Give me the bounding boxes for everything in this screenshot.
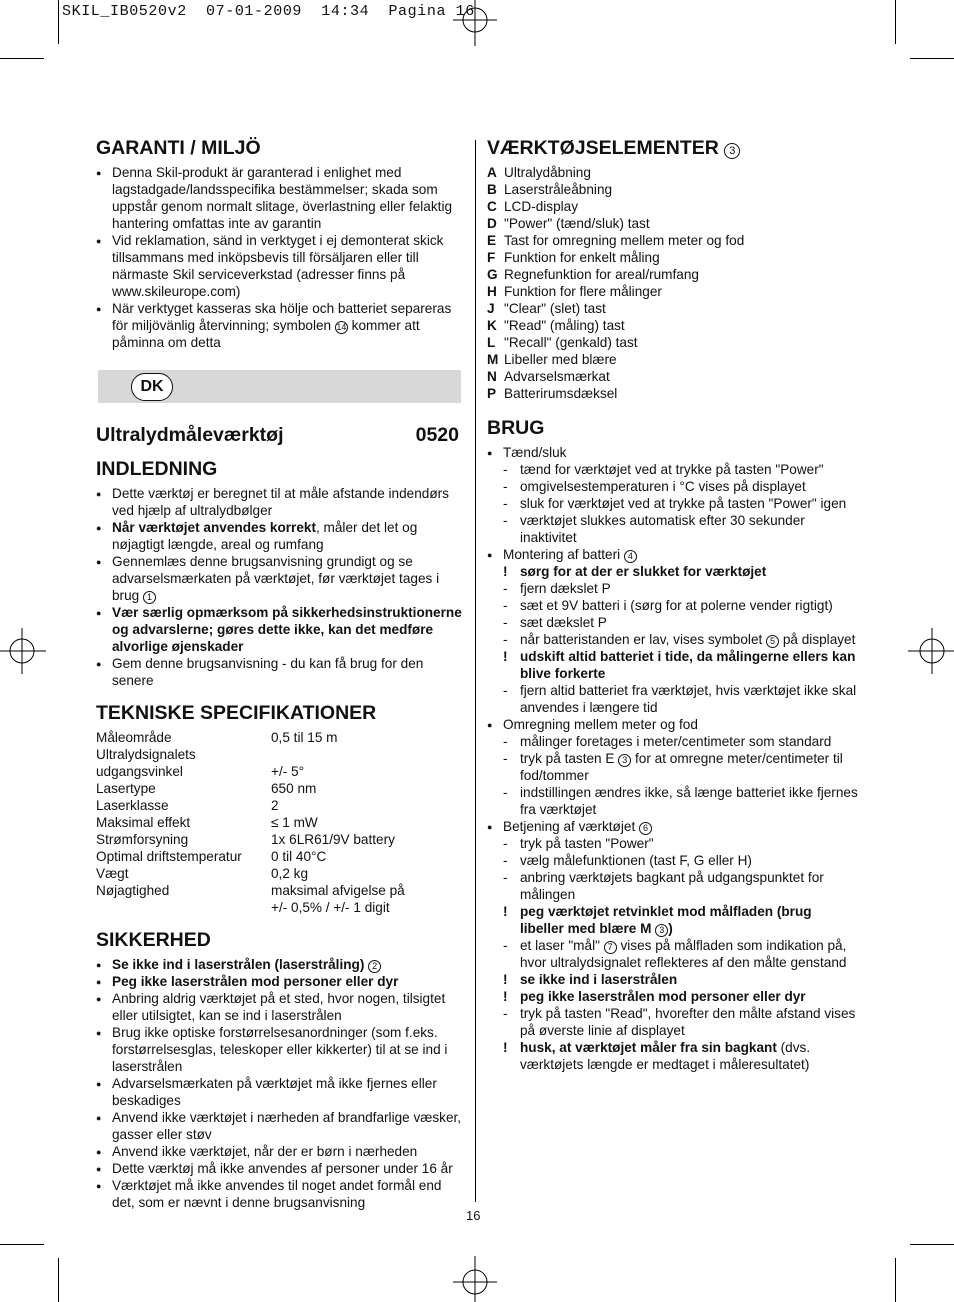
list-item: ● Omregning mellem meter og fod — [487, 716, 859, 733]
list-item: ● Gem denne brugsanvisning - du kan få brug for den senere — [96, 655, 466, 689]
ref-number: 3 — [655, 924, 668, 937]
spec-label: Maksimal effekt — [96, 815, 191, 830]
list-item: - omgivelsestemperaturen i °C vises på displayet — [503, 479, 806, 494]
list-item: - når batteristanden er lav, vises symbolet 5 på displayet — [503, 632, 856, 647]
spec-label: Nøjagtighed — [96, 883, 170, 898]
list-item: ● Anbring aldrig værktøjet på et sted, hvor nogen, tilsigtet eller utilsigtet, kan se ind i laserstrålen — [96, 990, 466, 1024]
spec-label: Lasertype — [96, 781, 156, 796]
parts-list — [487, 164, 859, 402]
part-item — [487, 181, 859, 198]
ref-number: 4 — [624, 550, 637, 563]
garanti-heading: GARANTI / MILJÖ — [96, 137, 261, 159]
list-item: - sæt et 9V batteri i (sørg for at polerne vender rigtigt) — [503, 598, 833, 613]
list-item: - vælg målefunktionen (tast F, G eller H) — [503, 853, 752, 868]
part-key: M — [487, 352, 499, 367]
part-item — [487, 249, 859, 266]
list-item: ● Vid reklamation, sänd in verktyget i ej demonterat skick tillsammans med inköpsbevis till försäljaren eller till närmaste Skil serviceverkstad (adresser finns på www.skileurope.com) — [96, 232, 466, 300]
product-name: Ultralydmåleværktøj — [96, 424, 284, 446]
list-item: ● Peg ikke laserstrålen mod personer eller dyr — [96, 973, 466, 990]
spec-value: 0,5 til 15 m — [271, 730, 338, 745]
brug-list — [487, 444, 859, 461]
warning-item: ! husk, at værktøjet måler fra sin bagkant (dvs. værktøjets længde er medtaget i måleresultatet) — [503, 1040, 811, 1072]
part-item — [487, 266, 859, 283]
spec-label: Strømforsyning — [96, 832, 189, 847]
product-title-row — [96, 423, 459, 447]
ref-number: 14 — [336, 322, 347, 332]
warning-item: ! peg ikke laserstrålen mod personer eller dyr — [503, 989, 806, 1004]
part-item — [487, 334, 859, 351]
part-text: Regnefunktion for areal/rumfang — [504, 267, 699, 282]
list-item: - værktøjet slukkes automatisk efter 30 sekunder inaktivitet — [503, 513, 805, 545]
part-text: Laserstråleåbning — [504, 182, 613, 197]
list-item: ● Vær særlig opmærksom på sikkerhedsinstruktionerne og advarslerne; gøres dette ikke, kan det medføre alvorlige øjenskader — [96, 604, 466, 655]
spec-value — [271, 746, 466, 763]
list-item: - tryk på tasten "Read", hvorefter den målte afstand vises på øverste linie af displayet — [503, 1006, 856, 1038]
list-item: - tryk på tasten E 3 for at omregne meter/centimeter til fod/tommer — [503, 751, 843, 783]
brug-heading: BRUG — [487, 417, 545, 439]
brug-sublist — [487, 461, 859, 546]
part-key: G — [487, 267, 498, 282]
indledning-list — [96, 485, 466, 689]
spec-label: Måleområde — [96, 730, 172, 745]
list-item: ● Advarselsmærkaten på værktøjet må ikke fjernes eller beskadiges — [96, 1075, 466, 1109]
part-item — [487, 232, 859, 249]
language-badge: DK — [131, 373, 173, 401]
part-text: "Clear" (slet) tast — [504, 301, 606, 316]
list-item: - fjern dækslet P — [503, 581, 611, 596]
list-item: ● När verktyget kasseras ska hölje och batteriet separeras för miljövänlig återvinning; symbolen 14 kommer att påminna om detta — [96, 300, 466, 351]
product-number: 0520 — [415, 424, 459, 446]
spec-row — [96, 831, 466, 848]
part-item — [487, 351, 859, 368]
list-item: - indstillingen ændres ikke, så længe batteriet ikke fjernes fra værktøjet — [503, 785, 858, 817]
spec-value: 1x 6LR61/9V battery — [271, 832, 395, 847]
list-item: - et laser "mål" 7 vises på målfladen som indikation på, hvor ultralydsignalet reflekteres af den målte genstand — [503, 938, 847, 970]
list-item: - tryk på tasten "Power" — [503, 836, 654, 851]
registration-mark-bottom — [445, 1254, 505, 1302]
spec-label: Vægt — [96, 866, 129, 881]
spec-row — [96, 729, 466, 746]
warning-item: ! sørg for at der er slukket for værktøjet — [503, 564, 767, 579]
list-item: ● Værktøjet må ikke anvendes til noget andet formål end det, som er nævnt i denne brugsanvisning — [96, 1177, 466, 1211]
spec-value: 0,2 kg — [271, 866, 309, 881]
spec-row — [96, 865, 466, 882]
specs-table — [96, 729, 466, 916]
part-text: Funktion for enkelt måling — [504, 250, 660, 265]
warning-item: ! peg værktøjet retvinklet mod målfladen (brug libeller med blære M 3 ) — [503, 904, 812, 936]
spec-label — [96, 899, 271, 916]
part-key: J — [487, 301, 495, 316]
ref-number: 7 — [604, 941, 617, 954]
part-key: B — [487, 182, 497, 197]
garanti-list — [96, 164, 466, 351]
right-column — [487, 136, 859, 1073]
spec-value: +/- 0,5% / +/- 1 digit — [271, 900, 390, 915]
list-item: ● Anvend ikke værktøjet, når der er børn i nærheden — [96, 1143, 466, 1160]
list-item: - målinger foretages i meter/centimeter som standard — [503, 734, 832, 749]
list-item: - tænd for værktøjet ved at trykke på tasten "Power" — [503, 462, 824, 477]
sikkerhed-list — [96, 956, 466, 1211]
list-item: - sluk for værktøjet ved at trykke på tasten "Power" igen — [503, 496, 847, 511]
part-text: Libeller med blære — [504, 352, 617, 367]
part-item — [487, 164, 859, 181]
part-key: N — [487, 369, 497, 384]
registration-mark-right — [904, 620, 954, 682]
spec-row — [96, 746, 466, 763]
list-item: - anbring værktøjets bagkant på udgangspunktet for målingen — [503, 870, 824, 902]
list-item: - fjern altid batteriet fra værktøjet, hvis værktøjet ikke skal anvendes i længere tid — [503, 683, 857, 715]
ref-number: 5 — [766, 635, 779, 648]
list-item: ● Dette værktøj er beregnet til at måle afstande indendørs ved hjælp af ultralydbølger — [96, 485, 466, 519]
left-column — [96, 136, 466, 1211]
registration-mark-top — [445, 0, 505, 48]
list-item: ● Dette værktøj må ikke anvendes af personer under 16 år — [96, 1160, 466, 1177]
spec-label: udgangsvinkel — [96, 764, 183, 779]
part-item — [487, 198, 859, 215]
part-text: Tast for omregning mellem meter og fod — [504, 233, 745, 248]
part-text: Funktion for flere målinger — [504, 284, 662, 299]
list-item: ● Denna Skil-produkt är garanterad i enlighet med lagstadgade/landsspecifika bestämmelser; skada som uppstår genom normalt slitage, överlastning eller felaktig hantering omfattas inte av garantin — [96, 164, 466, 232]
spec-label: Ultralydsignalets — [96, 747, 196, 762]
part-text: "Read" (måling) tast — [504, 318, 625, 333]
spec-value: +/- 5° — [271, 764, 305, 779]
ref-number: 3 — [724, 143, 740, 159]
part-key: D — [487, 216, 497, 231]
part-key: E — [487, 233, 497, 248]
ref-number: 1 — [143, 591, 156, 604]
spec-row — [96, 899, 466, 916]
list-item: - sæt dækslet P — [503, 615, 607, 630]
part-text: "Recall" (genkald) tast — [504, 335, 638, 350]
list-item: ● Gennemlæs denne brugsanvisning grundigt og se advarselsmærkaten på værktøjet, før værktøjet tages i brug 1 — [96, 553, 466, 604]
language-bar — [98, 370, 461, 403]
sikkerhed-heading: SIKKERHED — [96, 929, 211, 951]
part-text: Ultralydåbning — [504, 165, 591, 180]
part-item — [487, 317, 859, 334]
list-item: ● Brug ikke optiske forstørrelsesanordninger (som f.eks. forstørrelsesglas, teleskoper eller kikkerter) til at se ind i laserstrålen — [96, 1024, 466, 1075]
part-text: LCD-display — [504, 199, 579, 214]
list-item: ● Betjening af værktøjet 6 — [487, 818, 859, 835]
list-item: ● Montering af batteri 4 — [487, 546, 859, 563]
part-item — [487, 385, 859, 402]
ref-number: 3 — [618, 754, 631, 767]
list-item: ● Når værktøjet anvendes korrekt, måler det let og nøjagtigt længde, areal og rumfang — [96, 519, 466, 553]
spec-value: 2 — [271, 798, 279, 813]
part-key: A — [487, 165, 497, 180]
specs-heading: TEKNISKE SPECIFIKATIONER — [96, 702, 377, 724]
part-item — [487, 300, 859, 317]
registration-mark-left — [0, 620, 50, 682]
part-text: Advarselsmærkat — [504, 369, 610, 384]
ref-number: 6 — [639, 822, 652, 835]
part-item — [487, 215, 859, 232]
spec-row — [96, 882, 466, 899]
spec-value: maksimal afvigelse på — [271, 883, 405, 898]
part-key: C — [487, 199, 497, 214]
page-number: 16 — [466, 1208, 481, 1223]
list-item: ● Se ikke ind i laserstrålen (laserstråling) 2 — [96, 956, 466, 973]
spec-value: 0 til 40°C — [271, 849, 327, 864]
spec-value: 650 nm — [271, 781, 317, 796]
spec-value: ≤ 1 mW — [271, 815, 318, 830]
warning-item: ! se ikke ind i laserstrålen — [503, 972, 678, 987]
part-key: H — [487, 284, 497, 299]
spec-row — [96, 797, 466, 814]
spec-label: Laserklasse — [96, 798, 169, 813]
list-item: ● Anvend ikke værktøjet i nærheden af brandfarlige væsker, gasser eller støv — [96, 1109, 466, 1143]
spec-row — [96, 814, 466, 831]
elements-heading: VÆRKTØJSELEMENTER 3 — [487, 136, 859, 160]
part-key: P — [487, 386, 497, 401]
part-key: K — [487, 318, 497, 333]
spec-label: Optimal driftstemperatur — [96, 849, 242, 864]
indledning-heading: INDLEDNING — [96, 458, 218, 480]
print-header: SKIL_IB0520v2 07-01-2009 14:34 Pagina 16 — [62, 3, 475, 20]
part-item — [487, 368, 859, 385]
ref-number: 2 — [368, 960, 381, 973]
spec-row — [96, 848, 466, 865]
warning-item: ! udskift altid batteriet i tide, da målingerne ellers kan blive forkerte — [503, 649, 856, 681]
part-key: F — [487, 250, 496, 265]
part-text: "Power" (tænd/sluk) tast — [504, 216, 650, 231]
part-item — [487, 283, 859, 300]
part-text: Batterirumsdæksel — [504, 386, 618, 401]
part-key: L — [487, 335, 496, 350]
spec-row — [96, 780, 466, 797]
list-item: ● Tænd/sluk — [487, 444, 859, 461]
spec-row — [96, 763, 466, 780]
